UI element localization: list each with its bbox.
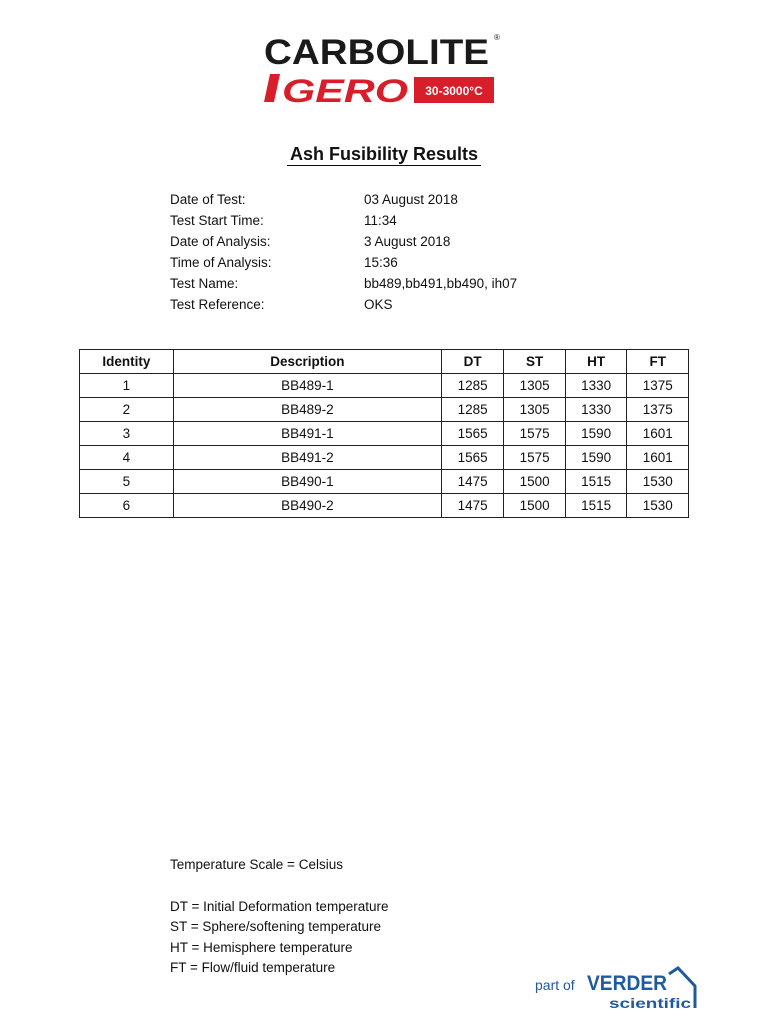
- header-ht: HT: [565, 350, 627, 374]
- cell-identity: 2: [80, 398, 174, 422]
- results-table: [79, 349, 689, 518]
- cell-ft: 1375: [627, 398, 689, 422]
- meta-date-of-test: [170, 189, 517, 210]
- carbolite-gero-logo: [262, 30, 512, 112]
- header-st: ST: [504, 350, 566, 374]
- logo-registered-mark: ®: [494, 33, 500, 42]
- cell-st: 1500: [504, 494, 566, 518]
- cell-dt: 1285: [441, 398, 504, 422]
- meta-test-name: [170, 273, 517, 294]
- header-identity: Identity: [80, 350, 174, 374]
- header-dt: DT: [441, 350, 504, 374]
- definition-ht: HT = Hemisphere temperature: [170, 939, 353, 955]
- logo-range-text: 30-3000°C: [425, 84, 483, 98]
- meta-value: 03 August 2018: [364, 192, 458, 207]
- table-row: [80, 374, 689, 398]
- definition-ft: FT = Flow/fluid temperature: [170, 960, 336, 975]
- table-header-row: [80, 350, 689, 374]
- meta-value: 15:36: [364, 255, 398, 270]
- cell-dt: 1475: [441, 494, 504, 518]
- definition-st: ST = Sphere/softening temperature: [170, 919, 382, 934]
- meta-date-of-analysis: [170, 231, 517, 252]
- cell-identity: 3: [80, 422, 174, 446]
- cell-ft: 1530: [627, 470, 689, 494]
- meta-test-reference: [170, 294, 517, 315]
- cell-identity: 5: [80, 470, 174, 494]
- meta-value: 11:34: [364, 213, 397, 228]
- definition-dt: DT = Initial Deformation temperature: [170, 898, 389, 914]
- cell-ft: 1601: [627, 422, 689, 446]
- meta-label: Date of Analysis:: [170, 234, 271, 249]
- cell-st: 1575: [504, 422, 566, 446]
- table-row: [80, 398, 689, 422]
- temperature-notes: [170, 855, 388, 979]
- cell-description: BB490-1: [173, 470, 441, 494]
- logo-red-slash: [264, 74, 280, 102]
- cell-ht: 1330: [565, 398, 627, 422]
- cell-ht: 1590: [565, 422, 627, 446]
- verder-sub: scientific: [609, 995, 692, 1011]
- cell-dt: 1475: [441, 470, 504, 494]
- test-metadata: [170, 189, 517, 315]
- meta-label: Test Name:: [170, 276, 239, 291]
- cell-st: 1575: [504, 446, 566, 470]
- meta-time-of-analysis: [170, 252, 517, 273]
- meta-test-start-time: [170, 210, 517, 231]
- cell-ht: 1515: [565, 494, 627, 518]
- cell-ht: 1515: [565, 470, 627, 494]
- cell-description: BB491-1: [173, 422, 441, 446]
- cell-description: BB489-2: [173, 398, 441, 422]
- cell-ft: 1601: [627, 446, 689, 470]
- meta-value: bb489,bb491,bb490, ih07: [364, 276, 518, 291]
- cell-st: 1500: [504, 470, 566, 494]
- header-description: Description: [173, 350, 441, 374]
- meta-label: Time of Analysis:: [170, 255, 272, 270]
- cell-dt: 1565: [441, 422, 504, 446]
- logo-brand-top: CARBOLITE: [264, 33, 489, 72]
- table-row: [80, 446, 689, 470]
- cell-st: 1305: [504, 374, 566, 398]
- cell-ft: 1530: [627, 494, 689, 518]
- cell-description: BB490-2: [173, 494, 441, 518]
- cell-st: 1305: [504, 398, 566, 422]
- table-row: [80, 470, 689, 494]
- cell-description: BB489-1: [173, 374, 441, 398]
- page-title: [0, 144, 768, 165]
- logo-brand-bottom: GERO: [282, 73, 409, 109]
- verder-brand: VERDER: [587, 972, 667, 995]
- meta-label: Test Reference:: [170, 297, 265, 312]
- verder-scientific-logo: [533, 966, 703, 1014]
- header-ft: FT: [627, 350, 689, 374]
- cell-dt: 1565: [441, 446, 504, 470]
- meta-label: Test Start Time:: [170, 213, 264, 228]
- cell-description: BB491-2: [173, 446, 441, 470]
- cell-identity: 6: [80, 494, 174, 518]
- cell-ht: 1330: [565, 374, 627, 398]
- meta-label: Date of Test:: [170, 192, 246, 207]
- meta-value: OKS: [364, 297, 393, 312]
- cell-identity: 1: [80, 374, 174, 398]
- cell-ft: 1375: [627, 374, 689, 398]
- verder-prefix: part of: [535, 977, 575, 993]
- table-row: [80, 494, 689, 518]
- page-title-text: Ash Fusibility Results: [287, 144, 481, 166]
- temperature-scale-note: Temperature Scale = Celsius: [170, 857, 343, 872]
- cell-identity: 4: [80, 446, 174, 470]
- meta-value: 3 August 2018: [364, 234, 451, 249]
- table-row: [80, 422, 689, 446]
- cell-dt: 1285: [441, 374, 504, 398]
- cell-ht: 1590: [565, 446, 627, 470]
